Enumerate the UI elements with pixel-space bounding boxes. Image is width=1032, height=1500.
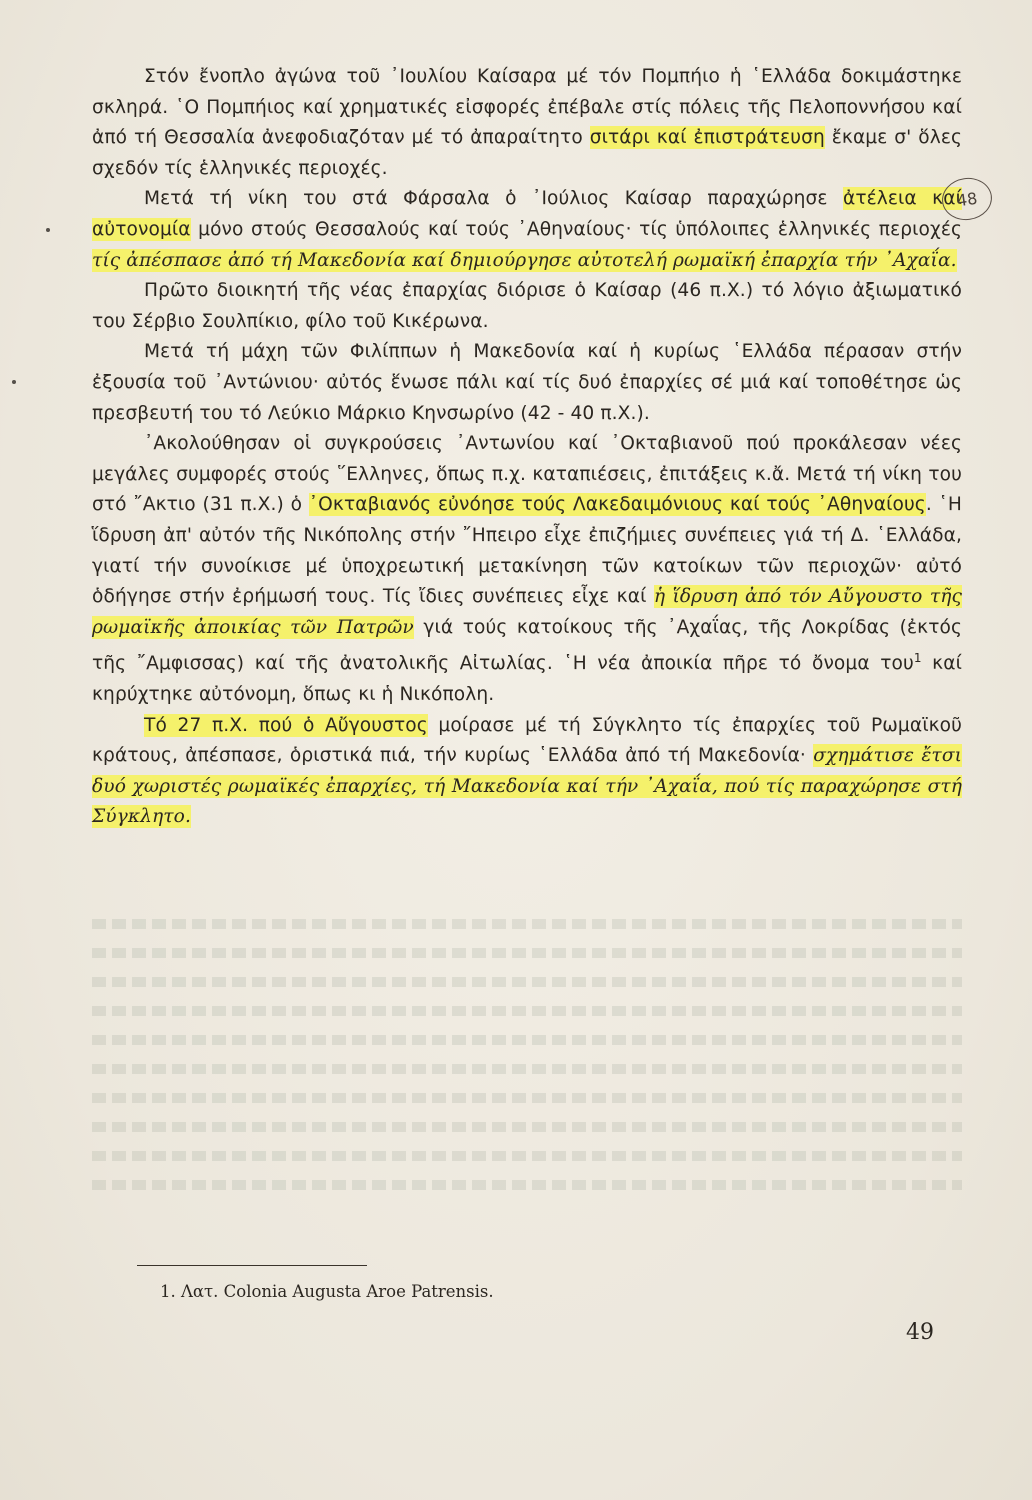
highlighted-text: Τό 27 π.Χ. πού ὁ Αὔγουστος <box>144 714 428 736</box>
footnote-marker: 1 <box>913 651 922 666</box>
highlighted-italic-text: τίς ἀπέσπασε ἀπό τή Μακεδονία καί δημιούργησε αὐτοτελή ρωμαϊκή ἐπαρχία τήν ᾿Αχαΐα. <box>92 249 957 271</box>
page-number: 49 <box>906 1320 934 1345</box>
highlighted-text: ᾿Οκταβιανός εὐνόησε τούς Λακεδαιμόνιους καί τούς ᾿Αθηναίους <box>308 494 926 516</box>
footnote-rule <box>137 1265 367 1266</box>
paragraph <box>92 711 962 833</box>
body-text: Στόν ἔνοπλο ἀγώνα τοῦ ᾿Ιουλίου Καίσαρα μέ τόν Πομπήιο ἡ ῾Ελλάδα δοκιμάστηκε σκληρά. ῾Ο Πομπήιος καί χρηματικές εἰσφορές ἐπέβαλε στίς πόλεις τῆς Πελοποννήσου καί ἀπό τή Θεσσαλία ἀνεφοδιαζόταν μέ τό ἀπαραίτητο <box>92 66 962 149</box>
paragraph <box>92 184 962 276</box>
body-text: ᾿Ακολούθησαν οἱ συγκρούσεις ᾿Αντωνίου καί ᾿Οκταβιανοῦ πού προκάλεσαν νέες μεγάλες συμφορές στούς ῞Ελληνες, ὅπως π.χ. καταπιέσεις, ἐπιτάξεις κ.ἄ. Μετά τή νίκη του στό ῎Ακτιο (31 π.Χ.) ὁ <box>92 433 962 516</box>
highlighted-text: ἀτέλεια καί αὐτονομία <box>92 188 962 240</box>
body-text: μοίρασε μέ τή Σύγκλητο τίς ἐπαρχίες τοῦ Ρωμαϊκοῦ κράτους, ἀπέσπασε, ὁριστικά πιά, τήν κυρίως ῾Ελλάδα ἀπό τή Μακεδονία· <box>92 714 962 767</box>
body-text: Μετά τή μάχη τῶν Φιλίππων ἡ Μακεδονία καί ἡ κυρίως ῾Ελλάδα πέρασαν στήν ἐξουσία τοῦ ᾿Αντώνιου· αὐτός ἕνωσε πάλι καί τίς δυό ἐπαρχίες σέ μιά καί τοποθέτησε ὡς πρεσβευτή του τό Λεύκιο Μάρκιο Κηνσωρίνο (42 - 40 π.Χ.). <box>92 341 962 424</box>
body-text: ἔκαμε σ' ὅλες σχεδόν τίς ἑλληνικές περιοχές. <box>92 127 962 179</box>
paragraph <box>92 429 962 711</box>
footnote: 1. Λατ. Colonia Augusta Aroe Patrensis. <box>160 1282 494 1301</box>
paragraph <box>92 276 962 337</box>
handwritten-margin-note: 48 <box>939 175 994 224</box>
paragraph <box>92 62 962 184</box>
body-text: καί κηρύχτηκε αὐτόνομη, ὅπως κι ἡ Νικόπολη. <box>92 653 962 706</box>
paragraph <box>92 337 962 429</box>
highlighted-text: σιτάρι καί ἐπιστράτευση <box>589 127 825 149</box>
body-text: . ῾Η ἵδρυση ἀπ' αὐτόν τῆς Νικόπολης στήν ῎Ηπειρο εἶχε ἐπιζήμιες συνέπειες γιά τή Δ. ῾Ελλάδα, γιατί τήν συνοίκισε μέ ὑποχρεωτική μετακίνηση τῶν κατοίκων τῶν περιοχῶν· αὐτό ὁδήγησε στήν ἐρήμωσή τους. Τίς ἴδιες συνέπειες εἶχε καί <box>92 494 962 608</box>
body-text: μόνο στούς Θεσσαλούς καί τούς ᾿Αθηναίους· τίς ὑπόλοιπες ἑλληνικές περιοχές <box>190 218 962 240</box>
bleed-through-text <box>92 900 962 1240</box>
body-text: γιά τούς κατοίκους τῆς ᾿Αχαΐας, τῆς Λοκρίδας (ἐκτός τῆς ῎Αμφισσας) καί τῆς ἀνατολικῆς Αἰτωλίας. ῾Η νέα ἀποικία πῆρε τό ὄνομα του <box>92 616 962 675</box>
main-text <box>92 62 962 833</box>
margin-dot <box>46 228 50 232</box>
body-text: Μετά τή νίκη του στά Φάρσαλα ὁ ᾿Ιούλιος Καίσαρ παραχώρησε <box>144 188 843 210</box>
highlighted-italic-text: ἡ ἵδρυση ἀπό τόν Αὔγουστο τῆς ρωμαϊκῆς ἀποικίας τῶν Πατρῶν <box>92 586 962 638</box>
margin-dash <box>12 380 16 384</box>
highlighted-italic-text: σχημάτισε ἔτσι δυό χωριστές ρωμαϊκές ἐπαρχίες, τή Μακεδονία καί τήν ᾿Αχαΐα, πού τίς παραχώρησε στή Σύγκλητο. <box>92 745 962 828</box>
body-text: Πρῶτο διοικητή τῆς νέας ἐπαρχίας διόρισε ὁ Καίσαρ (46 π.Χ.) τό λόγιο ἀξιωματικό του Σέρβιο Σουλπίκιο, φίλο τοῦ Κικέρωνα. <box>92 280 962 332</box>
